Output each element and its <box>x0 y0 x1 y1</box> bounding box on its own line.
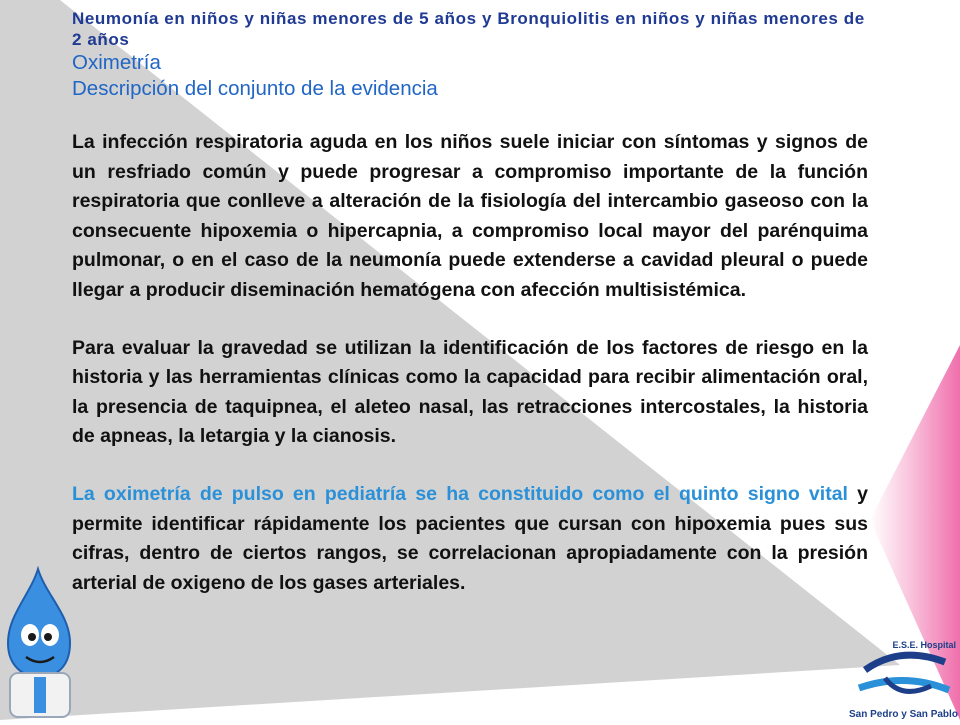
paragraph-2: Para evaluar la gravedad se utilizan la identificación de los factores de riesgo en la historia y las herramientas clínicas como la capacidad para recibir alimentación oral, la presencia de taquipnea, el aleteo nasal, las retracciones intercostales, la historia de apneas, la letargia y la cianosis. <box>72 336 868 448</box>
paragraph-3-rest: y permite identificar rápidamente los pacientes que cursan con hipoxemia pues sus cifras, dentro de ciertos rangos, se correlacionan apropiadamente con la presión arterial de oxigeno de los gases arteriales. <box>72 482 868 594</box>
hospital-logo <box>845 640 960 720</box>
paragraph-3 <box>72 480 868 598</box>
slide-content <box>72 8 868 598</box>
subsection-title: Descripción del conjunto de la evidencia <box>72 77 438 100</box>
hospital-logo-icon <box>845 640 960 720</box>
slide-header: Neumonía en niños y niñas menores de 5 años y Bronquiolitis en niños y niñas menores de 2 años <box>72 9 865 49</box>
mascot-icon <box>0 565 80 720</box>
logo-line-1: E.S.E. Hospital <box>892 640 956 650</box>
paragraph-3-highlight: La oximetría de pulso en pediatría se ha constituido como el quinto signo vital <box>72 482 848 505</box>
logo-line-2: San Pedro y San Pablo <box>849 709 958 720</box>
section-title: Oximetría <box>72 51 161 74</box>
paragraph-1: La infección respiratoria aguda en los niños suele iniciar con síntomas y signos de un resfriado común y puede progresar a compromiso importante de la función respiratoria que conlleve a alteración de la fisiología del intercambio gaseoso con la consecuente hipoxemia o hipercapnia, a compromiso local mayor del parénquima pulmonar, o en el caso de la neumonía puede extenderse a cavidad pleural o puede llegar a producir diseminación hematógena con afección multisistémica. <box>72 131 868 301</box>
